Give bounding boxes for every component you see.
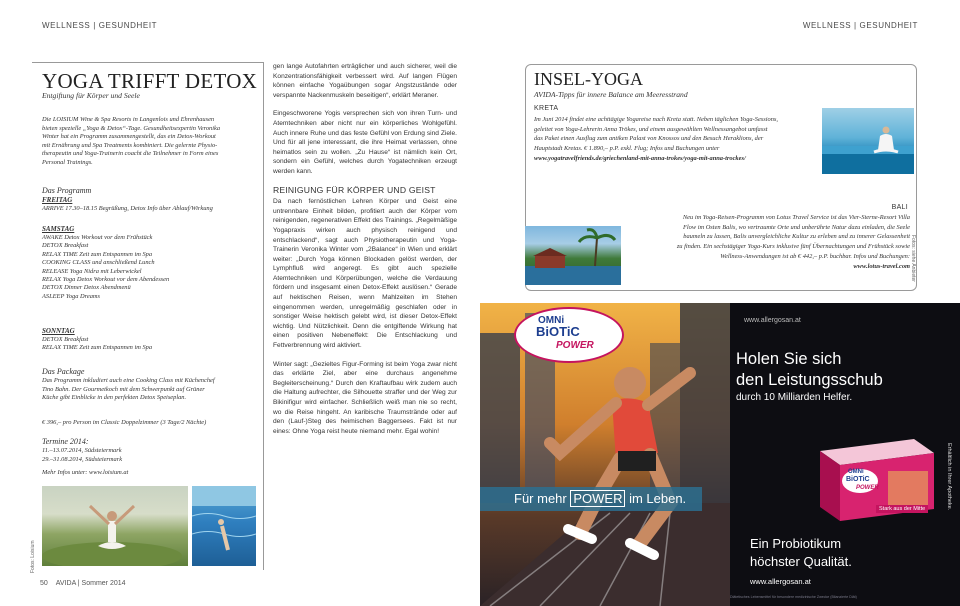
day-label-sunday: SONNTAG [42, 327, 75, 335]
schedule-item: RELAX TIME Zeit zum Entspannen im Spa [42, 344, 153, 352]
bali-line: baumeln zu lassen, Balis unvergleichliche Kultur zu erleben und zu innerer Gelassenheit [683, 233, 910, 241]
kreta-line: Im Juni 2014 findet eine achttägige Yogareise nach Kreta statt. Neben täglichen Yoga-Sessions, [534, 116, 779, 123]
kreta-url-link[interactable]: www.yogatravelfriends.de/griechenland-mit-anna-trokes/yoga-mit-anna-trockes/ [534, 154, 746, 162]
box-label: Stark aus der Mitte [876, 505, 928, 513]
article-title: YOGA TRIFFT DETOX [42, 69, 258, 93]
paragraph: gen lange Autofahrten erträglicher und auch sicherer, weil die Konzentrationsfähigkeit verbessert wird. Auf langen Flügen können einfache Yogaübungen sogar Angstzustände oder verspannte Nackenmuskeln beseitigen“, erklärt Meraner. [273, 63, 457, 99]
kreta-line: das Paket einen Ausflug zum antiken Palast von Knossos und den Besuch Heraklions, der [534, 135, 764, 143]
claim-line: höchster Qualität. [750, 554, 852, 569]
insel-subtitle: AVIDA-Tipps für innere Balance am Meeresstrand [534, 90, 688, 99]
section-header-right: WELLNESS | GESUNDHEIT [802, 21, 918, 30]
pool-figure-icon [192, 486, 256, 566]
bali-label: BALI [891, 204, 908, 211]
paragraph: Winter sagt: „Gezieltes Figur-Forming ist beim Yoga zwar nicht das erklärte Ziel, aber eine durchaus angenehme Begleiterscheinung.“ Durch den Kraftaufbau wirk zudem auch die Haltung aufrechter, die Silhouette straffer und der Weg zur Bikinifigur wird einfacher. Schließlich weiß man nie so recht, wo die Reise hingeht. An karibische Traumstrände oder auf den (Lauf-)Steg des heimischen Baggersees. Fakt ist nur eines: Ohne Yoga reist heute niemand mehr. Egal wohin! [273, 360, 457, 435]
package-line: Küche gibt Einblicke in den perfekten Detox Speiseplan. [42, 394, 187, 401]
yoga-detox-box [30, 62, 264, 573]
box-logo-power: POWER [856, 485, 879, 491]
intro-line: therapeutin und Yoga-Trainerin coacht die Teilnehmer in Form eines [42, 150, 219, 157]
sea-yoga-figure-icon [822, 108, 914, 174]
schedule-item: RELAX Yoga Detox Workout vor dem Abendessen [42, 276, 170, 284]
schedule-item: ARRIVE 17.30–18.15 Begrüßung, Detox Info über Ablauf/Wirkung [42, 205, 213, 212]
day-label-saturday: SAMSTAG [42, 225, 75, 233]
intro-line: mit Ernährung und Spa Treatments kombiniert. Die gelernte Physio- [42, 141, 218, 149]
kreta-label: KRETA [534, 105, 559, 112]
page-footer [40, 580, 126, 587]
more-info-link[interactable]: Mehr Infos unter: www.loisium.at [42, 469, 129, 476]
dates-heading: Termine 2014: [42, 437, 89, 446]
bali-line: Neu im Yoga-Reisen-Programm von Lotus Travel Service ist das Vier-Sterne-Resort Villa [682, 214, 910, 221]
intro-line: bieten spezielle „Yoga & Detox“-Tage. Gesundheitsexpertin Veronika [42, 124, 221, 132]
sunday-schedule [42, 336, 262, 353]
ad-url-bottom[interactable]: www.allergosan.at [750, 577, 811, 586]
insel-yoga-box [525, 64, 917, 291]
logo-text-omni: OMNi [538, 315, 565, 326]
banner-text [514, 491, 686, 506]
ad-claim [750, 535, 852, 571]
schedule-item: COOKING CLASS und anschließend Lunch [42, 259, 155, 267]
schedule-item: DETOX Breakfast [42, 242, 89, 250]
product-box [810, 431, 936, 523]
headline-line: Holen Sie sich [736, 350, 842, 368]
claim-line: Ein Probiotikum [750, 536, 842, 551]
bali-line: Wellness-Anwendungen ist ab € 442,– p.P. buchbar. Infos und Buchungen: [720, 252, 910, 260]
date-item: 29.–31.08.2014, Südsteiermark [42, 455, 123, 463]
banner-post: im Leben. [625, 491, 687, 506]
omnibiotic-advertisement[interactable] [480, 303, 960, 606]
kreta-text [534, 115, 819, 164]
friday-schedule [42, 205, 262, 213]
bali-text [622, 213, 910, 271]
ad-side-text: Erhältlich in Ihrer Apotheke. [946, 443, 952, 511]
middle-column [273, 62, 457, 445]
schedule-item: DETOX Breakfast [42, 336, 89, 343]
ad-fineprint: Diätetisches Lebensmittel für besondere medizinische Zwecke (Bilanzierte Diät) [730, 595, 857, 599]
bali-line: Flow im Osten Balis, wo vertraumte Orte und unberührte Natur dazu einladen, die Seele [682, 223, 910, 231]
bali-line: zu finden. Ein sechstägiger Yoga-Kurs inklusive fünf Übernachtungen und Frühstück sowie [676, 243, 910, 251]
bali-url-link[interactable]: www.lotus-travel.com [853, 262, 910, 270]
magazine-issue: AVIDA | Sommer 2014 [55, 580, 126, 587]
date-item: 11.–13.07.2014, Südsteiermark [42, 447, 122, 454]
ad-headline-sub: durch 10 Milliarden Helfer. [736, 392, 853, 403]
section-header-left: WELLNESS | GESUNDHEIT [42, 21, 158, 30]
package-text [42, 377, 260, 403]
package-heading: Das Package [42, 367, 85, 376]
schedule-item: AWAKE Detox Workout vor dem Frühstück [42, 234, 153, 241]
box-logo-biotic: BiOTiC [846, 476, 870, 483]
intro-line: Personal Trainings. [42, 158, 93, 166]
saturday-schedule [42, 234, 262, 301]
article-intro [42, 116, 260, 167]
resort-palm-icon [525, 226, 621, 285]
power-banner [480, 487, 702, 511]
yoga-meadow-photo [42, 486, 188, 566]
ad-website-top[interactable]: www.allergosan.at [744, 317, 801, 324]
photo-credit-right: Fotos: siehe Anbieter [910, 235, 916, 282]
banner-power-word: POWER [570, 490, 625, 507]
article-subtitle: Entgiftung für Körper und Seele [42, 91, 140, 100]
logo-text-power: POWER [556, 340, 594, 351]
schedule-item: DETOX Dinner Detox Abendmenü [42, 284, 131, 292]
schedule-item: ASLEEP Yoga Dreams [42, 292, 100, 300]
package-line: Das Programm inkludiert auch eine Cooking Class mit Küchenchef [42, 377, 215, 384]
programm-heading: Das Programm [42, 186, 92, 195]
banner-pre: Für mehr [514, 491, 571, 506]
insel-title: INSEL-YOGA [534, 69, 643, 89]
schedule-item: RELAX TIME Zeit zum Entspannen im Spa [42, 250, 153, 258]
kreta-line: geleitet von Yoga-Lehrerin Anna Trökes, und einem ausgewählten Wellnessangebot umfasst [534, 125, 768, 133]
package-line: Tino Bahn. Der Gourmetkoch mit dem Schwerpunkt auf Grüner [42, 385, 205, 393]
dates-list [42, 447, 122, 464]
page-number: 50 [40, 580, 48, 587]
omnibiotic-logo [514, 307, 624, 363]
meditation-figure-icon [42, 486, 188, 566]
pool-photo [192, 486, 256, 566]
paragraph: Eingeschworene Yogis versprechen sich von ihren Turn- und Atemtechniken aber nicht nur ein körperliches Wohlgefühl. Auch innere Ruhe und das feste Gefühl von Erdung sind Ziele. Und für all jene interessant, die ihre Heimat verlassen, ohne heimatlos sein zu wollen. „Zu Hause“ ist nämlich kein Ort, sondern ein Gefühl, welches durch Yogatechniken erzeugt werden kann. [273, 110, 457, 175]
subheading: REINIGUNG FÜR KÖRPER UND GEIST [273, 184, 436, 195]
kreta-line: Hauptstadt Kretas. € 1.890,– p.P. exkl. Flug; Infos und Buchungen unter [534, 145, 720, 153]
box-logo-omni: OMNi [848, 469, 864, 475]
intro-line: Die LOISIUM Wine & Spa Resorts in Langenlois und Ehrenhausen [42, 116, 215, 123]
bali-photo [525, 226, 621, 285]
day-label-friday: FREITAG [42, 196, 73, 204]
kreta-photo [822, 108, 914, 174]
ad-headline [736, 349, 883, 391]
paragraph: Da nach fernöstlichen Lehren Körper und Geist eine untrennbare Einheit bilden, profitiert auch der Körper vom reinigenden, regenerativen Effekt des Trainings. „Regelmäßige Yogapraxis wirken auch physisch reinigend und entschlackend“, sagt auch Physiotherapeutin und Yoga-Trainerin Veronika Winter vom „2Balance“ in Wien und erklärt weiter: „Durch Yoga können Blockaden gelöst werden, der Lymphfluß wird angeregt. Es gibt auch spezielle Atemtechniken und Körperübungen, welche die Verdauung fördern und insgesamt einen Detox-Effekt auslösen.“ Gerade auf hektischen Reisen, wenn Mahlzeiten im Stehen eingenommen werden, unregelmäßig geschlafen oder in sonstiger Weise hektisch gelebt wird, ist dieser Detox-Effekt wichtig. Und Nützlichkeit. Denn die entgiftende Wirkung hat einen positiven Nebeneffekt: Die Entschlackung und Fettverbrennung wird aktiviert. [273, 198, 457, 350]
package-price: € 396,– pro Person im Classic Doppelzimmer (3 Tage/2 Nächte) [42, 419, 207, 426]
logo-text-biotic: BiOTiC [536, 324, 580, 339]
sprinter-figure-icon [520, 343, 730, 583]
photo-credit-left: Fotos: Loisium [30, 540, 36, 573]
intro-line: Winter hat ein Programm zusammengestellt, das ein Detox-Workout [42, 133, 216, 140]
headline-line: den Leistungsschub [736, 371, 883, 389]
schedule-item: RELEASE Yoga Nidra mit Leberwickel [42, 267, 142, 275]
